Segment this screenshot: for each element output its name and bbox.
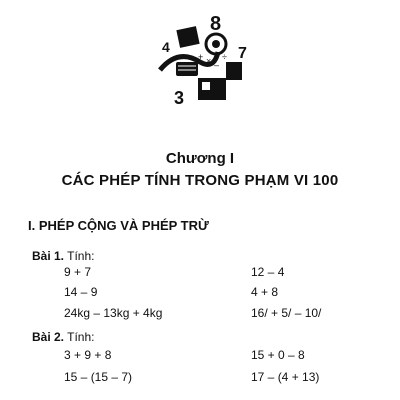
exercise-2-instruction: Tính:: [64, 330, 95, 344]
exercise-1-item: 24kg – 13kg + 4kg: [64, 306, 163, 320]
exercise-1-item: 16/ + 5/ – 10/: [251, 306, 322, 320]
exercise-1-item: 9 + 7: [64, 265, 92, 279]
illus-number-4: 4: [162, 39, 170, 55]
exercise-1-label: [32, 249, 94, 263]
exercise-1-item: 14 – 9: [64, 285, 98, 299]
exercise-1-item: 12 – 4: [251, 265, 285, 279]
exercise-2-number: Bài 2.: [32, 330, 65, 344]
illus-block: [202, 82, 210, 90]
exercise-2-item: 15 + 0 – 8: [251, 348, 305, 362]
illus-times-symbol: ×: [206, 56, 212, 66]
exercise-1-instruction: Tính:: [64, 249, 95, 263]
illus-block: [176, 26, 199, 48]
exercise-2-item: 15 – (15 – 7): [64, 370, 133, 384]
exercise-1-number: Bài 1.: [32, 249, 65, 263]
illus-number-3: 3: [174, 88, 185, 108]
illus-number-7: 7: [238, 45, 247, 62]
exercise-2-label: [32, 330, 94, 344]
exercise-2-item: 17 – (4 + 13): [251, 370, 320, 384]
math-illustration: [150, 0, 250, 110]
exercise-1-item: 4 + 8: [251, 285, 279, 299]
illus-plus-symbol: +: [198, 52, 204, 62]
chapter-title: CÁC PHÉP TÍNH TRONG PHẠM VI 100: [61, 172, 339, 189]
illus-block: [226, 62, 242, 80]
illus-number-8: 8: [210, 13, 222, 35]
illus-minus-symbol: –: [214, 60, 220, 70]
exercise-2-item: 3 + 9 + 8: [64, 348, 112, 362]
illus-gear: [212, 40, 220, 48]
section-heading: I. PHÉP CỘNG VÀ PHÉP TRỪ: [28, 218, 209, 233]
illus-block: [176, 62, 198, 76]
illus-divide-symbol: ÷: [222, 52, 227, 62]
chapter-label: Chương I: [165, 150, 235, 167]
